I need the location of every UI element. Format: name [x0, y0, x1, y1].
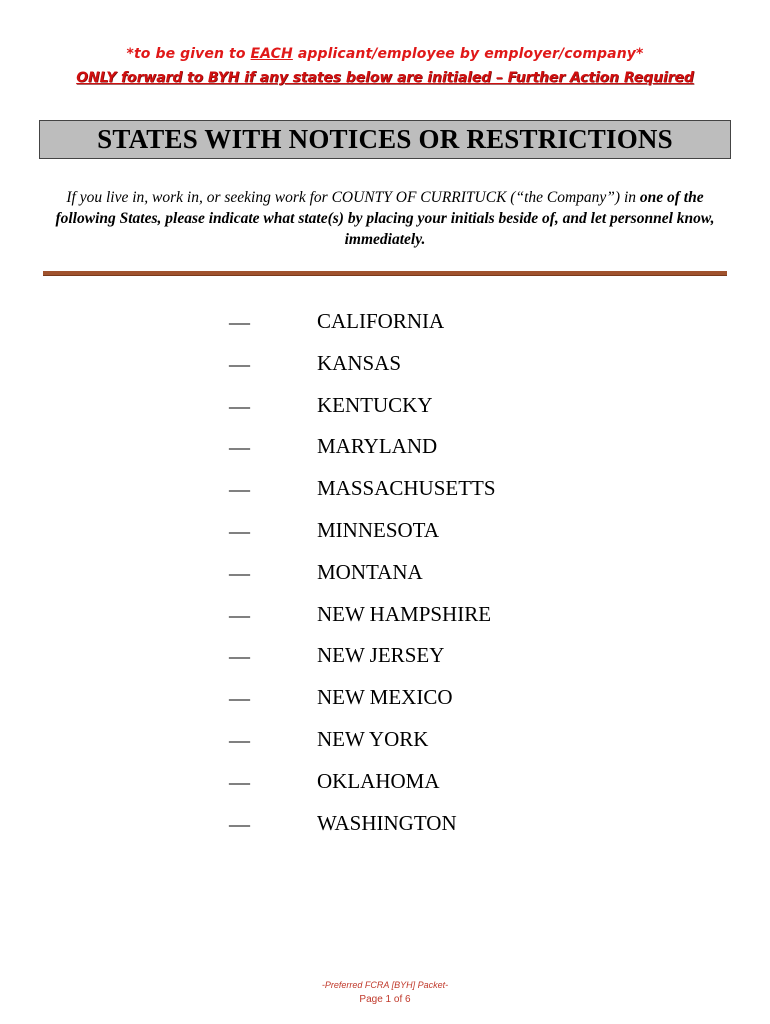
notice-suffix: applicant/employee by employer/company*: [292, 46, 644, 62]
initials-blank[interactable]: —: [229, 602, 250, 627]
intro-text: If you live in, work in, or seeking work for COUNTY OF CURRITUCK (“the Company”) in: [66, 189, 640, 206]
state-row: [0, 517, 770, 559]
page-title: STATES WITH NOTICES OR RESTRICTIONS: [97, 124, 673, 154]
initials-blank[interactable]: —: [229, 310, 250, 334]
state-row: [0, 810, 770, 852]
initials-blank[interactable]: —: [229, 393, 250, 418]
initials-blank[interactable]: —: [229, 435, 250, 460]
state-name: MARYLAND: [317, 434, 438, 459]
state-row: [0, 559, 770, 601]
state-name: OKLAHOMA: [317, 768, 440, 793]
state-list: [0, 308, 770, 851]
state-name: CALIFORNIA: [317, 309, 445, 333]
state-name: MONTANA: [317, 559, 423, 584]
initials-blank[interactable]: —: [229, 518, 250, 543]
initials-blank[interactable]: —: [229, 811, 250, 836]
intro-text-bold: one of the following States, please indicate what state(s) by placing your initials beside of, and let personnel know, immediately.: [55, 189, 715, 248]
forwarding-instruction: ONLY forward to BYH if any states below are initialed – Further Action Required: [76, 70, 694, 86]
notice-emphasis: EACH: [250, 46, 293, 62]
state-row: [0, 768, 770, 810]
intro-paragraph: [40, 187, 730, 250]
initials-blank[interactable]: —: [229, 644, 250, 669]
initials-blank[interactable]: —: [229, 727, 250, 752]
initials-blank[interactable]: —: [229, 769, 250, 794]
notice-prefix: *to be given to: [126, 46, 251, 62]
state-name: KANSAS: [317, 350, 402, 375]
state-row: [0, 684, 770, 726]
state-row: [0, 601, 770, 643]
initials-blank[interactable]: —: [229, 351, 250, 376]
state-name: NEW JERSEY: [317, 643, 445, 668]
state-row: [0, 433, 770, 475]
state-row: [0, 642, 770, 684]
state-row: [0, 350, 770, 392]
title-banner: [39, 120, 731, 159]
state-name: KENTUCKY: [317, 392, 433, 417]
initials-blank[interactable]: —: [229, 560, 250, 585]
state-name: NEW MEXICO: [317, 685, 453, 710]
state-name: WASHINGTON: [317, 810, 457, 835]
section-divider: [43, 271, 727, 276]
state-row: [0, 308, 770, 350]
state-name: NEW YORK: [317, 726, 429, 751]
state-name: MINNESOTA: [317, 517, 439, 542]
state-row: [0, 726, 770, 768]
initials-blank[interactable]: —: [229, 686, 250, 711]
initials-blank[interactable]: —: [229, 477, 250, 502]
state-name: NEW HAMPSHIRE: [317, 601, 492, 626]
state-name: MASSACHUSETTS: [317, 476, 496, 501]
footer-page-number: Page 1 of 6: [359, 994, 411, 1005]
distribution-notice: [0, 46, 770, 62]
footer-packet-label: -Preferred FCRA [BYH] Packet-: [321, 980, 449, 990]
state-row: [0, 392, 770, 434]
state-row: [0, 475, 770, 517]
